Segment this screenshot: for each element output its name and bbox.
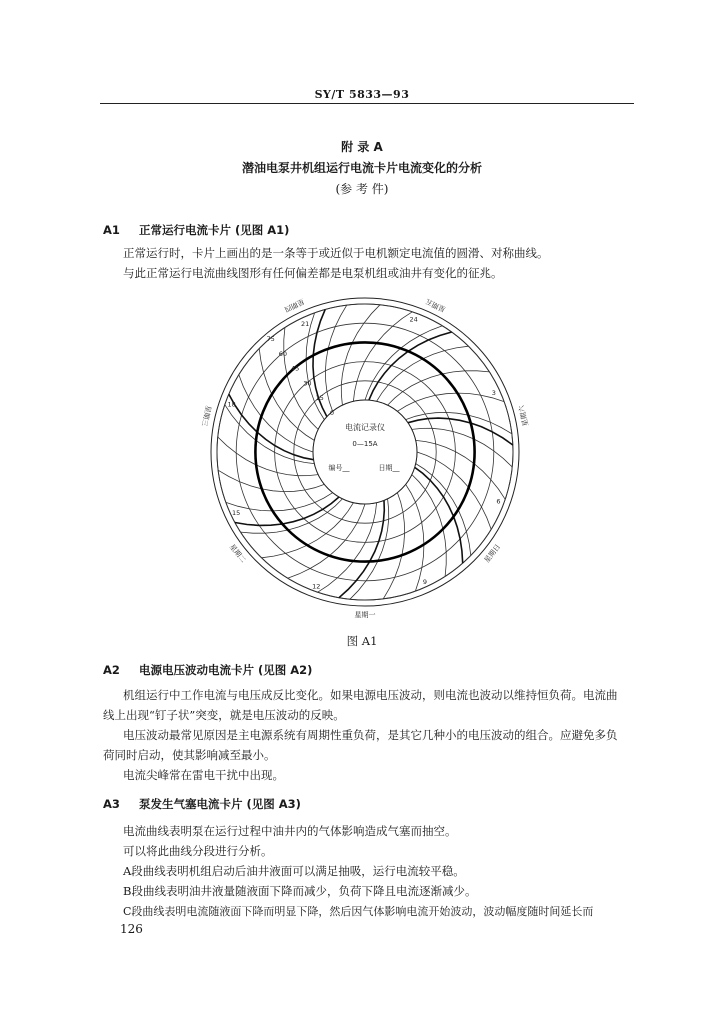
day-label: 星期二	[227, 542, 248, 565]
figure-caption: 图 A1	[346, 634, 378, 648]
time-arc-line	[406, 412, 512, 433]
paragraph: 机组运行中工作电流与电压成反比变化。如果电源电压波动，则电流也波动以维持恒负荷。电流曲	[123, 688, 618, 702]
hour-label: 9	[422, 577, 427, 586]
chart-hub	[313, 400, 417, 504]
ring-value-label: 30	[303, 379, 312, 388]
time-arc-line	[306, 313, 324, 420]
section-number: A2	[103, 663, 120, 677]
hub-field-date: 日期__	[378, 464, 400, 472]
page-number: 126	[120, 922, 143, 936]
appendix-title: 潜油电泵井机组运行电流卡片电流变化的分析	[241, 161, 482, 175]
ring-value-label: 60	[278, 349, 288, 358]
time-arc-line	[383, 493, 404, 599]
time-arc-line	[325, 305, 346, 411]
paragraph: A段曲线表明机组启动后油井液面可以满足抽吸，运行电流较平稳。	[123, 864, 465, 878]
ring-value-label: 15	[315, 394, 324, 403]
paragraph: 电流曲线表明泵在运行过程中油井内的气体影响造成气塞而抽空。	[123, 824, 457, 838]
day-label: 星期六	[517, 404, 531, 427]
time-arc-line	[226, 493, 333, 511]
hour-label: 24	[409, 315, 418, 324]
paragraph: 可以将此曲线分段进行分析。	[123, 844, 273, 858]
section-number: A1	[103, 223, 120, 237]
paragraph: B段曲线表明油井液量随液面下降而减少，负荷下降且电流逐渐减少。	[123, 884, 477, 898]
hour-label: 15	[232, 508, 241, 517]
section-title: 正常运行电流卡片 (见图 A1)	[139, 223, 290, 237]
hour-label: 3	[491, 389, 496, 398]
standard-code: SY/T 5833—93	[314, 88, 410, 101]
day-label: 星期五	[424, 296, 447, 314]
time-arc-line	[350, 499, 389, 599]
hub-range: 0—15A	[352, 440, 378, 448]
ring-value-label: 75	[266, 335, 275, 343]
paragraph: 电流尖峰常在雷电干扰中出现。	[123, 768, 284, 782]
day-label: 星期四	[283, 296, 306, 314]
appendix-note: (参 考 件)	[335, 182, 389, 196]
ring-value-label: 45	[290, 364, 300, 373]
header-rule	[100, 103, 634, 104]
paragraph: 与此正常运行电流曲线图形有任何偏差都是电泵机组或油井有变化的征兆。	[123, 266, 503, 280]
time-arc-line	[397, 393, 504, 411]
section-number: A3	[103, 797, 120, 811]
hour-label: 18	[227, 400, 236, 409]
paragraph: 正常运行时，卡片上画出的是一条等于或近似于电机额定电流值的圆滑、对称曲线。	[123, 246, 549, 260]
time-arc-line	[406, 484, 424, 591]
time-arc-line	[218, 470, 324, 491]
section-a3-heading	[103, 796, 301, 812]
paragraph: 荷同时启动，使其影响减至最小。	[103, 748, 276, 762]
hub-title: 电流记录仪	[345, 423, 385, 432]
section-title: 泵发生气塞电流卡片 (见图 A3)	[139, 797, 301, 811]
day-label: 星期一	[354, 611, 376, 619]
time-arc-line	[218, 437, 318, 476]
day-label: 星期日	[482, 542, 503, 565]
hour-label: 12	[312, 582, 321, 591]
appendix-label: 附 录 A	[341, 140, 383, 154]
day-label: 星期三	[199, 404, 213, 427]
current-chart-figure	[199, 282, 531, 622]
ring-value-label: 0	[329, 408, 334, 417]
hour-label: 21	[300, 320, 310, 329]
section-title: 电源电压波动电流卡片 (见图 A2)	[139, 663, 313, 677]
paragraph: C段曲线表明电流随液面下降而明显下降，然后因气体影响电流开始波动，波动幅度随时间延长而	[123, 905, 594, 918]
section-a2-heading	[103, 662, 312, 678]
hub-field-number: 编号__	[328, 464, 350, 472]
section-a1-heading	[103, 222, 289, 238]
paragraph: 电压波动最常见原因是主电源系统有周期性重负荷，是其它几种小的电压波动的组合。应避免多负	[123, 728, 618, 742]
hour-label: 6	[496, 497, 501, 506]
paragraph: 线上出现“钉子状”突变，就是电压波动的反映。	[103, 708, 345, 722]
